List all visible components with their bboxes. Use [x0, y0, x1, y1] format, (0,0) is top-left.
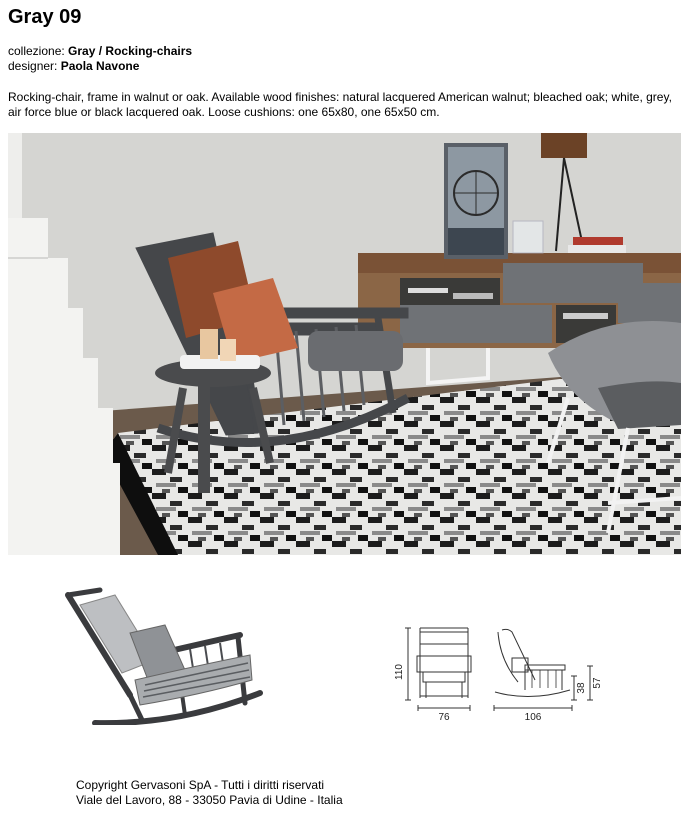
collection-label: collezione:: [8, 44, 69, 58]
technical-drawing: [390, 620, 620, 725]
designer-line: [8, 59, 192, 74]
dim-arm-height: 57: [592, 677, 603, 689]
designer-label: designer:: [8, 59, 61, 73]
dim-side-depth: 106: [524, 712, 542, 723]
product-meta: [8, 44, 192, 74]
page-title: Gray 09: [8, 6, 82, 28]
product-image: [60, 585, 270, 725]
dim-seat-height: 38: [576, 682, 587, 694]
collection-line: [8, 44, 192, 59]
product-description: Rocking-chair, frame in walnut or oak. Available wood finishes: natural lacquered American walnut; bleached oak; white, grey, air force blue or black lacquered oak. Loose cushions: one 65x80, one 65x50 cm.: [8, 90, 672, 119]
footer: [76, 778, 343, 808]
address-text: Viale del Lavoro, 88 - 33050 Pavia di Udine - Italia: [76, 793, 343, 807]
designer-value: Paola Navone: [60, 59, 140, 73]
copyright-text: Copyright Gervasoni SpA - Tutti i diritti riservati: [76, 778, 325, 792]
dim-front-width: 76: [438, 712, 450, 723]
collection-value: Gray / Rocking-chairs: [68, 44, 193, 58]
interior-photo: [8, 133, 681, 555]
dim-height: 110: [394, 664, 405, 680]
